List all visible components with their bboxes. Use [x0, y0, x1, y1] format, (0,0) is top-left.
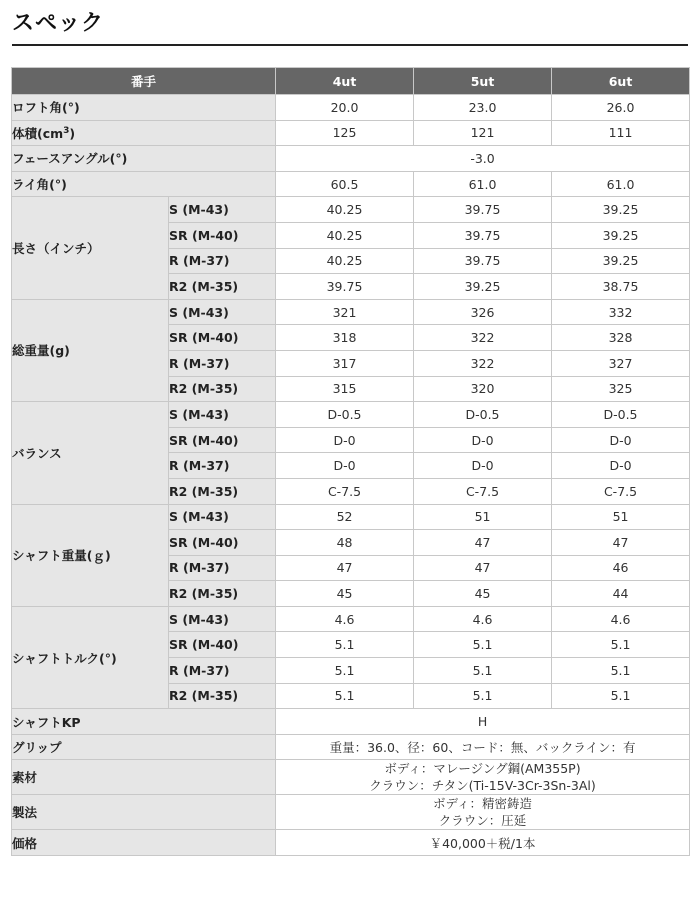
table-row [12, 299, 690, 325]
table-row [12, 709, 690, 735]
table-cell: 40.25 [276, 222, 414, 248]
table-cell: 327 [552, 350, 690, 376]
table-cell: 318 [276, 325, 414, 351]
table-cell [276, 795, 690, 830]
table-row [12, 197, 690, 223]
shaft-label: R (M-37) [169, 350, 276, 376]
group-label: 長さ（インチ） [12, 197, 169, 299]
table-cell: 328 [552, 325, 690, 351]
table-cell: 111 [552, 120, 690, 146]
row-label: 製法 [12, 795, 276, 830]
table-cell: 320 [414, 376, 552, 402]
method-line: ボディ：精密鋳造 [433, 796, 533, 812]
table-cell: C-7.5 [414, 478, 552, 504]
table-cell: 4.6 [552, 606, 690, 632]
method-line: クラウン：圧延 [438, 813, 527, 829]
table-cell: 5.1 [552, 683, 690, 709]
spec-table [11, 67, 690, 856]
table-cell: 315 [276, 376, 414, 402]
table-cell: 125 [276, 120, 414, 146]
row-label-base: 体積(cm [12, 125, 64, 141]
header-col-4ut: 4ut [276, 68, 414, 95]
table-cell: 5.1 [552, 632, 690, 658]
shaft-label: R2 (M-35) [169, 581, 276, 607]
shaft-label: R (M-37) [169, 248, 276, 274]
table-cell: 332 [552, 299, 690, 325]
table-cell: 23.0 [414, 95, 552, 121]
shaft-label: R2 (M-35) [169, 683, 276, 709]
table-row [12, 120, 690, 146]
row-label: 価格 [12, 830, 276, 856]
table-cell: 325 [552, 376, 690, 402]
table-cell: D-0 [414, 427, 552, 453]
table-cell: 39.75 [414, 222, 552, 248]
table-cell: 4.6 [414, 606, 552, 632]
table-cell: 39.25 [552, 222, 690, 248]
table-cell: 61.0 [414, 171, 552, 197]
table-cell: C-7.5 [276, 478, 414, 504]
material-line: クラウン：チタン(Ti-15V-3Cr-3Sn-3Al) [369, 778, 596, 794]
table-row [12, 171, 690, 197]
row-label: ライ角(°) [12, 171, 276, 197]
table-cell: 45 [414, 581, 552, 607]
table-cell: 40.25 [276, 197, 414, 223]
table-cell: 45 [276, 581, 414, 607]
row-label: ロフト角(°) [12, 95, 276, 121]
header-col-6ut: 6ut [552, 68, 690, 95]
table-cell: 39.75 [414, 197, 552, 223]
table-cell: 121 [414, 120, 552, 146]
row-label-sup: 3 [63, 125, 70, 136]
table-cell: 321 [276, 299, 414, 325]
table-cell: D-0 [414, 453, 552, 479]
table-cell: 5.1 [276, 683, 414, 709]
shaft-label: R (M-37) [169, 658, 276, 684]
table-cell: 46 [552, 555, 690, 581]
shaft-label: R2 (M-35) [169, 376, 276, 402]
table-cell: -3.0 [276, 146, 690, 172]
table-cell: 20.0 [276, 95, 414, 121]
table-cell: 4.6 [276, 606, 414, 632]
shaft-label: R (M-37) [169, 453, 276, 479]
shaft-label: R (M-37) [169, 555, 276, 581]
table-cell: 326 [414, 299, 552, 325]
table-cell: D-0.5 [552, 402, 690, 428]
table-cell: 47 [414, 555, 552, 581]
table-cell: 48 [276, 530, 414, 556]
title-divider [12, 44, 688, 46]
table-row [12, 606, 690, 632]
shaft-label: S (M-43) [169, 504, 276, 530]
shaft-label: SR (M-40) [169, 530, 276, 556]
shaft-label: S (M-43) [169, 402, 276, 428]
table-cell: D-0 [552, 427, 690, 453]
table-cell: 322 [414, 325, 552, 351]
table-row [12, 146, 690, 172]
table-cell: 47 [276, 555, 414, 581]
table-cell: 39.25 [552, 197, 690, 223]
table-row [12, 95, 690, 121]
shaft-label: S (M-43) [169, 197, 276, 223]
table-cell: 39.25 [414, 274, 552, 300]
shaft-label: SR (M-40) [169, 222, 276, 248]
table-row [12, 504, 690, 530]
table-cell: 51 [414, 504, 552, 530]
shaft-label: R2 (M-35) [169, 274, 276, 300]
table-cell [276, 760, 690, 795]
material-line: ボディ：マレージング鋼(AM355P) [384, 761, 581, 777]
table-cell: D-0 [552, 453, 690, 479]
table-cell: 39.75 [414, 248, 552, 274]
table-cell: D-0.5 [414, 402, 552, 428]
table-cell: D-0 [276, 427, 414, 453]
table-cell: C-7.5 [552, 478, 690, 504]
table-cell: 322 [414, 350, 552, 376]
row-label: グリップ [12, 734, 276, 760]
shaft-label: R2 (M-35) [169, 478, 276, 504]
shaft-label: S (M-43) [169, 299, 276, 325]
table-cell: 5.1 [414, 658, 552, 684]
table-cell: 5.1 [414, 632, 552, 658]
page-title: スペック [12, 11, 105, 36]
table-cell: 重量：36.0、径：60、コード：無、バックライン：有 [276, 734, 690, 760]
table-cell: 5.1 [276, 658, 414, 684]
table-cell: H [276, 709, 690, 735]
table-cell: 47 [552, 530, 690, 556]
shaft-label: SR (M-40) [169, 632, 276, 658]
table-cell: 5.1 [276, 632, 414, 658]
table-row [12, 795, 690, 830]
table-cell: D-0 [276, 453, 414, 479]
table-cell: D-0.5 [276, 402, 414, 428]
header-col-5ut: 5ut [414, 68, 552, 95]
table-cell: 44 [552, 581, 690, 607]
table-cell: 51 [552, 504, 690, 530]
table-cell: 5.1 [552, 658, 690, 684]
table-cell: 26.0 [552, 95, 690, 121]
table-cell: 39.25 [552, 248, 690, 274]
table-cell: 38.75 [552, 274, 690, 300]
group-label: バランス [12, 402, 169, 504]
shaft-label: S (M-43) [169, 606, 276, 632]
table-cell: 47 [414, 530, 552, 556]
table-cell: 40.25 [276, 248, 414, 274]
table-row [12, 402, 690, 428]
row-label: フェースアングル(°) [12, 146, 276, 172]
table-cell: 5.1 [414, 683, 552, 709]
row-label [12, 120, 276, 146]
shaft-label: SR (M-40) [169, 427, 276, 453]
header-label: 番手 [12, 68, 276, 95]
row-label-end: ) [69, 125, 76, 141]
table-row [12, 830, 690, 856]
table-row [12, 760, 690, 795]
table-row [12, 734, 690, 760]
group-label: シャフト重量(ｇ) [12, 504, 169, 606]
row-label: 素材 [12, 760, 276, 795]
table-cell: 52 [276, 504, 414, 530]
group-label: 総重量(g) [12, 299, 169, 401]
table-cell: ￥40,000＋税/1本 [276, 830, 690, 856]
shaft-label: SR (M-40) [169, 325, 276, 351]
table-cell: 39.75 [276, 274, 414, 300]
group-label: シャフトトルク(°) [12, 606, 169, 708]
table-cell: 60.5 [276, 171, 414, 197]
row-label: シャフトKP [12, 709, 276, 735]
table-cell: 61.0 [552, 171, 690, 197]
table-cell: 317 [276, 350, 414, 376]
header-row [12, 68, 690, 95]
